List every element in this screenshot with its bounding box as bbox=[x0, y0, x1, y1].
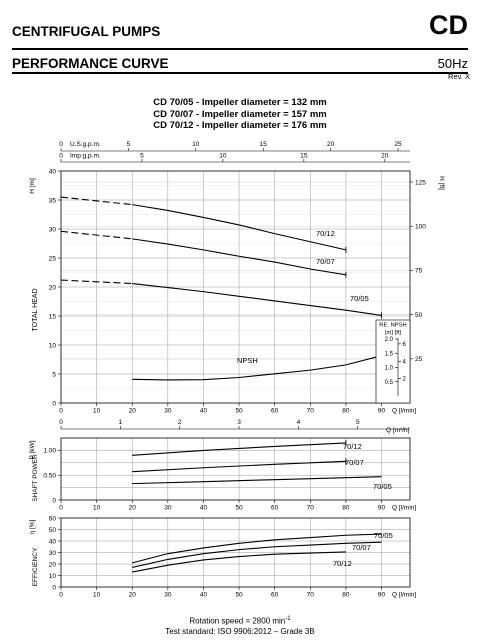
usgpm-axis-label: U.S.g.p.m. bbox=[70, 141, 101, 148]
head-ft-tick-label: 50 bbox=[415, 311, 423, 319]
head-y-tick-label: 15 bbox=[48, 313, 56, 321]
power-x-axis-label: Q [l/min] bbox=[392, 504, 417, 512]
power-x-tick-label: 40 bbox=[199, 504, 208, 512]
npsh-inset-title: RE. NPSH bbox=[379, 322, 407, 329]
usgpm-tick-label: 25 bbox=[394, 141, 402, 148]
head-y-tick-label: 10 bbox=[48, 342, 56, 350]
efficiency-x-tick-label: 50 bbox=[235, 591, 243, 599]
efficiency-x-tick-label: 20 bbox=[128, 591, 136, 599]
power-y-tick-label: 0 bbox=[52, 497, 56, 505]
npsh-inset-tick-label-m: 2.0 bbox=[384, 337, 393, 343]
head-ft-tick-label: 25 bbox=[415, 356, 423, 364]
head-x-tick-label: 90 bbox=[377, 407, 386, 415]
power-series-label: 70/12 bbox=[343, 442, 362, 451]
power-x-tick-label: 30 bbox=[164, 504, 172, 512]
m3h-tick-label: 4 bbox=[296, 419, 301, 426]
head-ft-unit-label: H [ft] bbox=[438, 176, 445, 190]
head-y-axis-title: TOTAL HEAD bbox=[32, 288, 39, 332]
power-curve-70-05 bbox=[132, 477, 381, 484]
head-x-tick-label: 40 bbox=[199, 407, 208, 415]
head-x-tick-label: 70 bbox=[306, 407, 314, 415]
npsh-inset-tick-label-ft: 6 bbox=[402, 341, 406, 348]
impgpm-tick-label: 10 bbox=[219, 152, 227, 160]
usgpm-tick-label: 15 bbox=[259, 141, 267, 148]
npsh-inset-units: [m] [ft] bbox=[384, 330, 402, 336]
efficiency-x-tick-label: 0 bbox=[59, 591, 63, 599]
efficiency-y-tick-label: 20 bbox=[48, 561, 56, 569]
efficiency-x-tick-label: 70 bbox=[306, 591, 314, 599]
head-x-tick-label: 50 bbox=[235, 407, 243, 415]
efficiency-series-label: 70/12 bbox=[333, 559, 352, 568]
frequency-label: 50Hz bbox=[437, 56, 468, 71]
usgpm-tick-label: 20 bbox=[327, 141, 335, 148]
npsh-inset-tick-label-m: 0.5 bbox=[384, 379, 393, 386]
npsh-inset-tick-label-ft: 2 bbox=[402, 376, 406, 383]
series-code: CD bbox=[429, 10, 468, 40]
rotation-speed bbox=[0, 614, 480, 627]
head-x-tick-label: 0 bbox=[59, 407, 63, 415]
power-y-axis-title: SHAFT POWER bbox=[32, 454, 39, 502]
efficiency-y-unit-label: η [%] bbox=[29, 519, 36, 535]
product-family-title: CENTRIFUGAL PUMPS bbox=[12, 24, 161, 39]
usgpm-tick-label: 0 bbox=[59, 141, 63, 148]
head-ft-tick-label: 75 bbox=[415, 267, 423, 275]
head-series-label: 70/07 bbox=[316, 257, 335, 266]
efficiency-x-tick-label: 60 bbox=[271, 591, 279, 599]
efficiency-y-tick-label: 30 bbox=[48, 549, 56, 557]
head-y-unit-label: H [m] bbox=[29, 178, 36, 194]
impgpm-tick-label: 0 bbox=[59, 152, 63, 160]
m3h-tick-label: 3 bbox=[237, 419, 241, 426]
m3h-tick-label: 1 bbox=[118, 419, 123, 426]
impgpm-tick-label: 20 bbox=[381, 152, 389, 160]
head-y-tick-label: 35 bbox=[48, 197, 56, 205]
impeller-diameter-line: CD 70/05 - Impeller diameter = 132 mm bbox=[153, 97, 327, 108]
efficiency-y-tick-label: 10 bbox=[48, 572, 56, 580]
rotation-speed-text: Rotation speed = 2800 min bbox=[189, 616, 286, 626]
npsh-inset-tick-label-m: 1.0 bbox=[384, 365, 393, 372]
npsh-inset-tick-label-m: 1.5 bbox=[384, 351, 393, 358]
efficiency-y-tick-label: 60 bbox=[48, 515, 56, 523]
power-x-tick-label: 10 bbox=[92, 504, 101, 512]
impgpm-tick-label: 15 bbox=[300, 152, 308, 160]
impgpm-tick-label: 5 bbox=[140, 152, 144, 160]
footer bbox=[0, 614, 480, 637]
power-y-tick-label: 1.00 bbox=[43, 447, 56, 455]
head-y-tick-label: 5 bbox=[52, 371, 56, 379]
efficiency-series-label: 70/05 bbox=[374, 531, 393, 540]
usgpm-tick-label: 10 bbox=[192, 141, 200, 148]
head-series-label: 70/05 bbox=[350, 294, 369, 303]
efficiency-y-tick-label: 50 bbox=[48, 526, 56, 534]
efficiency-x-tick-label: 80 bbox=[342, 591, 350, 599]
document-subtitle: PERFORMANCE CURVE bbox=[12, 56, 169, 71]
efficiency-y-tick-label: 0 bbox=[52, 584, 56, 592]
impgpm-axis-label: Imp.g.p.m. bbox=[70, 152, 101, 160]
head-x-tick-label: 10 bbox=[92, 407, 101, 415]
head-series-label: 70/12 bbox=[316, 229, 335, 238]
head-y-tick-label: 40 bbox=[48, 168, 56, 176]
power-x-tick-label: 0 bbox=[59, 504, 63, 512]
head-y-tick-label: 0 bbox=[52, 400, 56, 408]
m3h-axis-label: Q [m³/h] bbox=[386, 427, 410, 434]
head-x-tick-label: 80 bbox=[342, 407, 350, 415]
test-standard: Test standard: ISO 9906:2012 – Grade 3B bbox=[165, 626, 315, 636]
head-x-tick-label: 60 bbox=[271, 407, 279, 415]
efficiency-x-tick-label: 10 bbox=[92, 591, 101, 599]
efficiency-x-tick-label: 90 bbox=[377, 591, 386, 599]
head-y-tick-label: 25 bbox=[48, 255, 56, 263]
efficiency-x-tick-label: 30 bbox=[164, 591, 172, 599]
head-ft-tick-label: 125 bbox=[415, 179, 426, 187]
head-ft-tick-label: 100 bbox=[415, 223, 426, 231]
power-x-tick-label: 70 bbox=[306, 504, 314, 512]
m3h-tick-label: 2 bbox=[177, 419, 182, 426]
revision-label: Rev. X bbox=[448, 72, 470, 81]
head-curve-70-05 bbox=[132, 284, 381, 316]
power-y-tick-label: 0.50 bbox=[43, 472, 56, 480]
head-x-axis-label: Q [l/min] bbox=[392, 407, 417, 415]
head-y-tick-label: 30 bbox=[48, 226, 56, 234]
head-x-tick-label: 30 bbox=[164, 407, 172, 415]
head-x-tick-label: 20 bbox=[128, 407, 136, 415]
efficiency-series-label: 70/07 bbox=[352, 543, 371, 552]
head-y-tick-label: 20 bbox=[48, 284, 56, 292]
power-series-label: 70/05 bbox=[373, 482, 392, 491]
power-x-tick-label: 60 bbox=[271, 504, 279, 512]
efficiency-y-axis-title: EFFICIENCY bbox=[32, 547, 39, 587]
efficiency-x-tick-label: 40 bbox=[199, 591, 208, 599]
power-series-label: 70/07 bbox=[345, 458, 364, 467]
power-x-tick-label: 90 bbox=[377, 504, 386, 512]
efficiency-x-axis-label: Q [l/min] bbox=[392, 591, 417, 599]
npsh-inset-tick-label-ft: 4 bbox=[402, 359, 406, 366]
power-y-unit-label: P [kW] bbox=[29, 440, 36, 460]
m3h-tick-label: 0 bbox=[59, 419, 63, 426]
power-x-tick-label: 80 bbox=[342, 504, 350, 512]
npsh-series-label: NPSH bbox=[237, 356, 258, 365]
impeller-diameter-line: CD 70/07 - Impeller diameter = 157 mm bbox=[153, 108, 327, 120]
usgpm-tick-label: 5 bbox=[126, 141, 131, 148]
impeller-diameter-line: CD 70/12 - Impeller diameter = 176 mm bbox=[153, 120, 327, 131]
power-x-tick-label: 20 bbox=[128, 504, 136, 512]
rotation-speed-exponent: -1 bbox=[285, 616, 291, 622]
efficiency-y-tick-label: 40 bbox=[48, 538, 56, 546]
m3h-tick-label: 5 bbox=[355, 419, 360, 426]
power-x-tick-label: 50 bbox=[235, 504, 243, 512]
